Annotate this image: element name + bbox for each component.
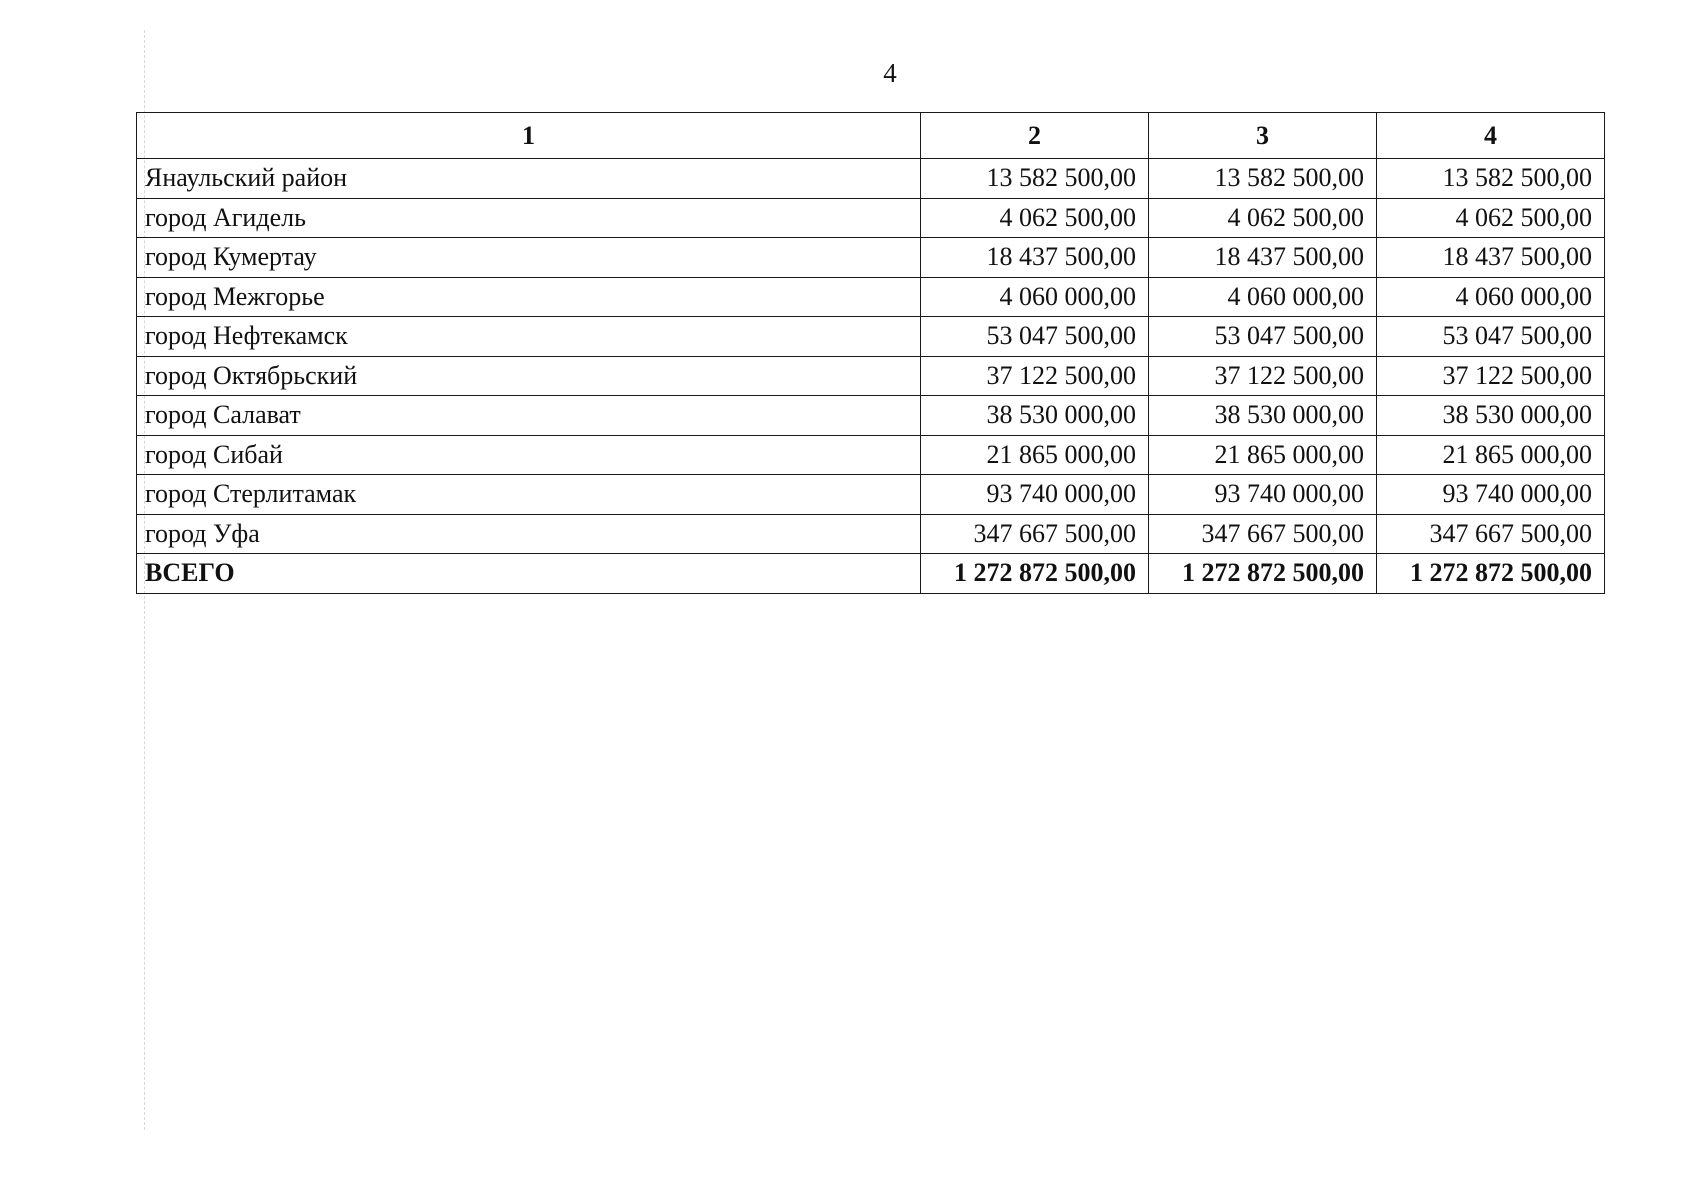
column-header-2: 2 xyxy=(921,113,1149,159)
table-row xyxy=(137,514,1605,554)
municipality-name: Янаульский район xyxy=(137,159,921,199)
amount-col-4: 347 667 500,00 xyxy=(1377,514,1605,554)
amount-col-4: 13 582 500,00 xyxy=(1377,159,1605,199)
table-header-row xyxy=(137,113,1605,159)
amount-col-4: 4 060 000,00 xyxy=(1377,277,1605,317)
allocation-table-container xyxy=(136,112,1605,594)
amount-col-3: 93 740 000,00 xyxy=(1149,475,1377,515)
municipality-name: город Агидель xyxy=(137,198,921,238)
amount-col-3: 4 062 500,00 xyxy=(1149,198,1377,238)
amount-col-3: 38 530 000,00 xyxy=(1149,396,1377,436)
table-row xyxy=(137,356,1605,396)
amount-col-2: 4 062 500,00 xyxy=(921,198,1149,238)
table-row xyxy=(137,475,1605,515)
total-col-4: 1 272 872 500,00 xyxy=(1377,554,1605,594)
amount-col-4: 53 047 500,00 xyxy=(1377,317,1605,357)
total-label: ВСЕГО xyxy=(137,554,921,594)
amount-col-4: 21 865 000,00 xyxy=(1377,435,1605,475)
amount-col-3: 4 060 000,00 xyxy=(1149,277,1377,317)
amount-col-4: 37 122 500,00 xyxy=(1377,356,1605,396)
table-row xyxy=(137,396,1605,436)
municipality-name: город Кумертау xyxy=(137,238,921,278)
page-number: 4 xyxy=(883,58,897,88)
table-row xyxy=(137,435,1605,475)
amount-col-3: 347 667 500,00 xyxy=(1149,514,1377,554)
municipality-name: город Салават xyxy=(137,396,921,436)
total-col-2: 1 272 872 500,00 xyxy=(921,554,1149,594)
amount-col-4: 18 437 500,00 xyxy=(1377,238,1605,278)
municipality-name: город Межгорье xyxy=(137,277,921,317)
column-header-4: 4 xyxy=(1377,113,1605,159)
amount-col-3: 21 865 000,00 xyxy=(1149,435,1377,475)
municipality-name: город Нефтекамск xyxy=(137,317,921,357)
table-row xyxy=(137,317,1605,357)
amount-col-2: 18 437 500,00 xyxy=(921,238,1149,278)
amount-col-2: 21 865 000,00 xyxy=(921,435,1149,475)
table-row xyxy=(137,277,1605,317)
amount-col-2: 13 582 500,00 xyxy=(921,159,1149,199)
amount-col-2: 37 122 500,00 xyxy=(921,356,1149,396)
table-row xyxy=(137,159,1605,199)
municipality-name: город Стерлитамак xyxy=(137,475,921,515)
municipality-name: город Октябрьский xyxy=(137,356,921,396)
amount-col-4: 38 530 000,00 xyxy=(1377,396,1605,436)
amount-col-3: 53 047 500,00 xyxy=(1149,317,1377,357)
amount-col-2: 347 667 500,00 xyxy=(921,514,1149,554)
amount-col-2: 53 047 500,00 xyxy=(921,317,1149,357)
amount-col-4: 93 740 000,00 xyxy=(1377,475,1605,515)
amount-col-3: 13 582 500,00 xyxy=(1149,159,1377,199)
amount-col-2: 38 530 000,00 xyxy=(921,396,1149,436)
table-total-row xyxy=(137,554,1605,594)
table-row xyxy=(137,198,1605,238)
column-header-1: 1 xyxy=(137,113,921,159)
column-header-3: 3 xyxy=(1149,113,1377,159)
amount-col-4: 4 062 500,00 xyxy=(1377,198,1605,238)
table-row xyxy=(137,238,1605,278)
allocation-table xyxy=(136,112,1605,594)
amount-col-2: 4 060 000,00 xyxy=(921,277,1149,317)
total-col-3: 1 272 872 500,00 xyxy=(1149,554,1377,594)
amount-col-3: 37 122 500,00 xyxy=(1149,356,1377,396)
amount-col-3: 18 437 500,00 xyxy=(1149,238,1377,278)
municipality-name: город Сибай xyxy=(137,435,921,475)
amount-col-2: 93 740 000,00 xyxy=(921,475,1149,515)
municipality-name: город Уфа xyxy=(137,514,921,554)
